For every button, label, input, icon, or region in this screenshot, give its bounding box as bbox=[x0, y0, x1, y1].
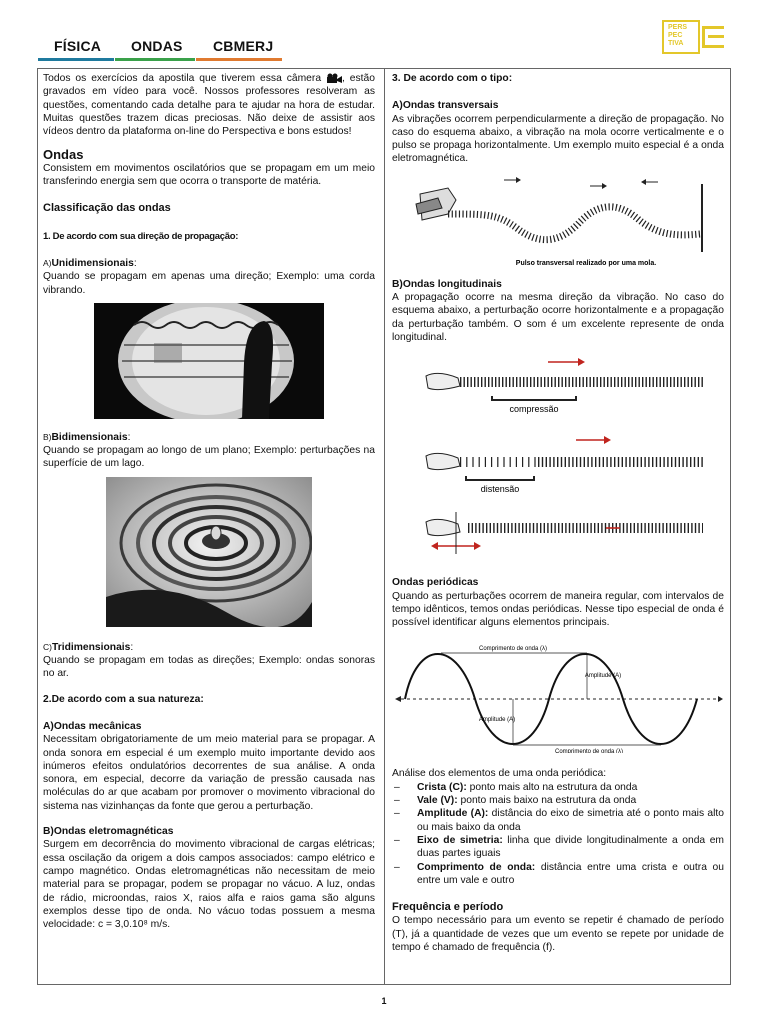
subsection-natureza: 2.De acordo com a sua natureza: bbox=[43, 693, 204, 705]
list-item bbox=[392, 807, 724, 834]
element-desc: distância do eixo de simetria até o ponto mais alto ou mais baixo da onda bbox=[417, 808, 725, 833]
vibrating-string-photo bbox=[94, 303, 324, 419]
bi-text: Quando se propagam ao longo de um plano; Exemplo: perturbações na superfície de um lago. bbox=[43, 445, 375, 470]
wave-elements-list bbox=[392, 781, 724, 887]
column-divider bbox=[384, 68, 385, 985]
header-line-orange bbox=[196, 58, 282, 61]
logo-e-icon bbox=[702, 26, 724, 48]
bi-prefix: B) bbox=[43, 431, 52, 442]
transverse-spring-diagram bbox=[408, 174, 708, 270]
subsection-direcao: 1. De acordo com sua direção de propagação: bbox=[43, 230, 239, 242]
intro-paragraph bbox=[43, 72, 375, 138]
bi-title: Bidimensionais bbox=[51, 431, 128, 443]
bi-heading: B)Bidimensionais: bbox=[43, 431, 131, 443]
periodicas-title: Ondas periódicas bbox=[392, 577, 479, 589]
perspectiva-logo bbox=[662, 20, 726, 54]
section-title-ondas: Ondas bbox=[43, 147, 84, 163]
uni-title: Unidimensionais bbox=[51, 257, 134, 269]
subsection-tipo: 3. De acordo com o tipo: bbox=[392, 73, 513, 84]
tri-title: Tridimensionais bbox=[51, 641, 131, 653]
periodicas-text: Quando as perturbações ocorrem de maneira regular, com intervalos de tempo idênticos, temos ondas periódicas. Nesse tipo especial de onda é possível identificar alguns elementos principais. bbox=[392, 590, 724, 629]
element-term: Crista (C): bbox=[417, 781, 467, 793]
wavelength-top-label: Comprimento de onda (λ) bbox=[478, 646, 548, 653]
header-course: CBMERJ bbox=[213, 38, 274, 54]
tri-heading: C)Tridimensionais: bbox=[43, 641, 134, 653]
distensao-label: distensão bbox=[480, 484, 520, 495]
water-ripples-photo bbox=[106, 477, 312, 627]
logo-line-3: TIVA bbox=[668, 40, 684, 47]
longitudinal-spring-diagram bbox=[408, 352, 708, 562]
list-item bbox=[392, 794, 724, 807]
element-term: Comprimento de onda: bbox=[417, 861, 536, 873]
ondas-definition: Consistem em movimentos oscilatórios que se propagam em um meio transferindo energia sem que ocorra o transporte de matéria. bbox=[43, 162, 375, 188]
section-title-classificacao: Classificação das ondas bbox=[43, 202, 171, 215]
wavelength-bottom-label: Comprimento de onda (λ) bbox=[554, 749, 624, 754]
frequencia-text: O tempo necessário para um evento se repetir é chamado de período (T), já a quantidade de vezes que um evento se repete por unidade de tempo é chamado de frequência (f). bbox=[392, 915, 724, 954]
video-camera-icon bbox=[326, 73, 342, 83]
frequencia-title: Frequência e período bbox=[392, 901, 504, 914]
transversais-title: A)Ondas transversais bbox=[392, 100, 499, 112]
tri-text: Quando se propagam em todas as direções; Exemplo: ondas sonoras no ar. bbox=[43, 655, 375, 680]
uni-text: Quando se propagam em apenas uma direção; Exemplo: uma corda vibrando. bbox=[43, 271, 375, 296]
header-line-green bbox=[115, 58, 195, 61]
longitudinais-title: B)Ondas longitudinais bbox=[392, 278, 502, 290]
periodic-wave-diagram bbox=[393, 643, 723, 753]
uni-heading: A)Unidimensionais: bbox=[43, 257, 137, 269]
list-item bbox=[392, 861, 724, 888]
mecanicas-text: Necessitam obrigatoriamente de um meio material para se propagar. A onda sonora em especial é um exemplo muito importante devido aos inúmeros efeitos ondulatórios decorrentes de sua análise. A onda sonora, em especial, decorre da variação de pressão causada nas moléculas do ar que acabam por promover o movimento vibracional do sistema nas vizinhanças da fonte que gerou a perturbação. bbox=[43, 734, 375, 812]
analise-intro: Análise dos elementos de uma onda periódica: bbox=[392, 768, 607, 780]
longitudinais-text: A propagação ocorre na mesma direção da vibração. No caso do esquema abaixo, a perturbação ocorre horizontalmente e a propagação da perturbação também. O som é um excelente represente de onda longitudinal. bbox=[392, 292, 724, 343]
right-column bbox=[392, 72, 724, 954]
element-term: Amplitude (A): bbox=[417, 808, 489, 820]
logo-text-box bbox=[662, 20, 700, 54]
amplitude-upper-label: Amplitude (A) bbox=[584, 673, 622, 680]
left-column bbox=[43, 72, 375, 931]
logo-line-2: PEC bbox=[668, 32, 683, 39]
eletromagneticas-title: B)Ondas eletromagnéticas bbox=[43, 826, 174, 838]
transversais-text: As vibrações ocorrem perpendicularmente a direção de propagação. No caso do esquema abaixo, a vibração na mola ocorre verticalmente e o pulso se propaga horizontalmente. Um exemplo muito especial é a onda eletromagnética. bbox=[392, 113, 724, 165]
tri-prefix: C) bbox=[43, 641, 52, 652]
intro-text-b: , estão gravados em vídeo para você. Nossos professores resolveram as questões, comentando cada detalhe para te ajudar na hora de estudar. Muitas questões trazem dicas preciosas. Não deixe de assistir aos vídeos dentro da plataforma on-line do Perspectiva e bons estudos! bbox=[43, 73, 375, 138]
list-item bbox=[392, 781, 724, 794]
header-subject: FÍSICA bbox=[54, 38, 102, 54]
header-line-blue bbox=[38, 58, 114, 61]
element-desc: ponto mais alto na estrutura da onda bbox=[466, 781, 638, 793]
header-topic: ONDAS bbox=[131, 38, 183, 54]
mecanicas-title: A)Ondas mecânicas bbox=[43, 720, 142, 732]
eletromagneticas-text: Surgem em decorrência do movimento vibracional de cargas elétricas; essa oscilação da origem a dois campos associados: campo elétrico e campo magnético. Ondas eletromagnéticas não necessitam de meio material para se propagar, podem se propagar no vácuo. A luz, ondas de rádio, microondas, raios X, raios alfa e raios gama são alguns exemplos desse tipo de onda. No vácuo todas possuem a mesma velocidade: c = 3,0.10⁸ m/s. bbox=[43, 839, 375, 931]
element-desc: ponto mais baixo na estrutura da onda bbox=[457, 795, 637, 807]
transverse-caption: Pulso transversal realizado por uma mola. bbox=[515, 259, 657, 267]
compressao-label: compressão bbox=[509, 404, 559, 415]
element-term: Eixo de simetria: bbox=[417, 834, 503, 846]
element-desc: distância entre uma crista e outra ou entre um vale e outro bbox=[417, 861, 724, 886]
page-header bbox=[38, 36, 738, 66]
uni-prefix: A) bbox=[43, 257, 52, 268]
logo-line-1: PERS bbox=[668, 24, 688, 31]
list-item bbox=[392, 834, 724, 861]
page-number: 1 bbox=[381, 996, 387, 1006]
element-term: Vale (V): bbox=[417, 795, 458, 807]
intro-text-a: Todos os exercícios da apostila que tiverem essa câmera bbox=[43, 73, 322, 84]
element-desc: linha que divide longitudinalmente a onda em duas partes iguais bbox=[417, 834, 724, 860]
amplitude-lower-label: Amplitude (A) bbox=[478, 717, 516, 724]
